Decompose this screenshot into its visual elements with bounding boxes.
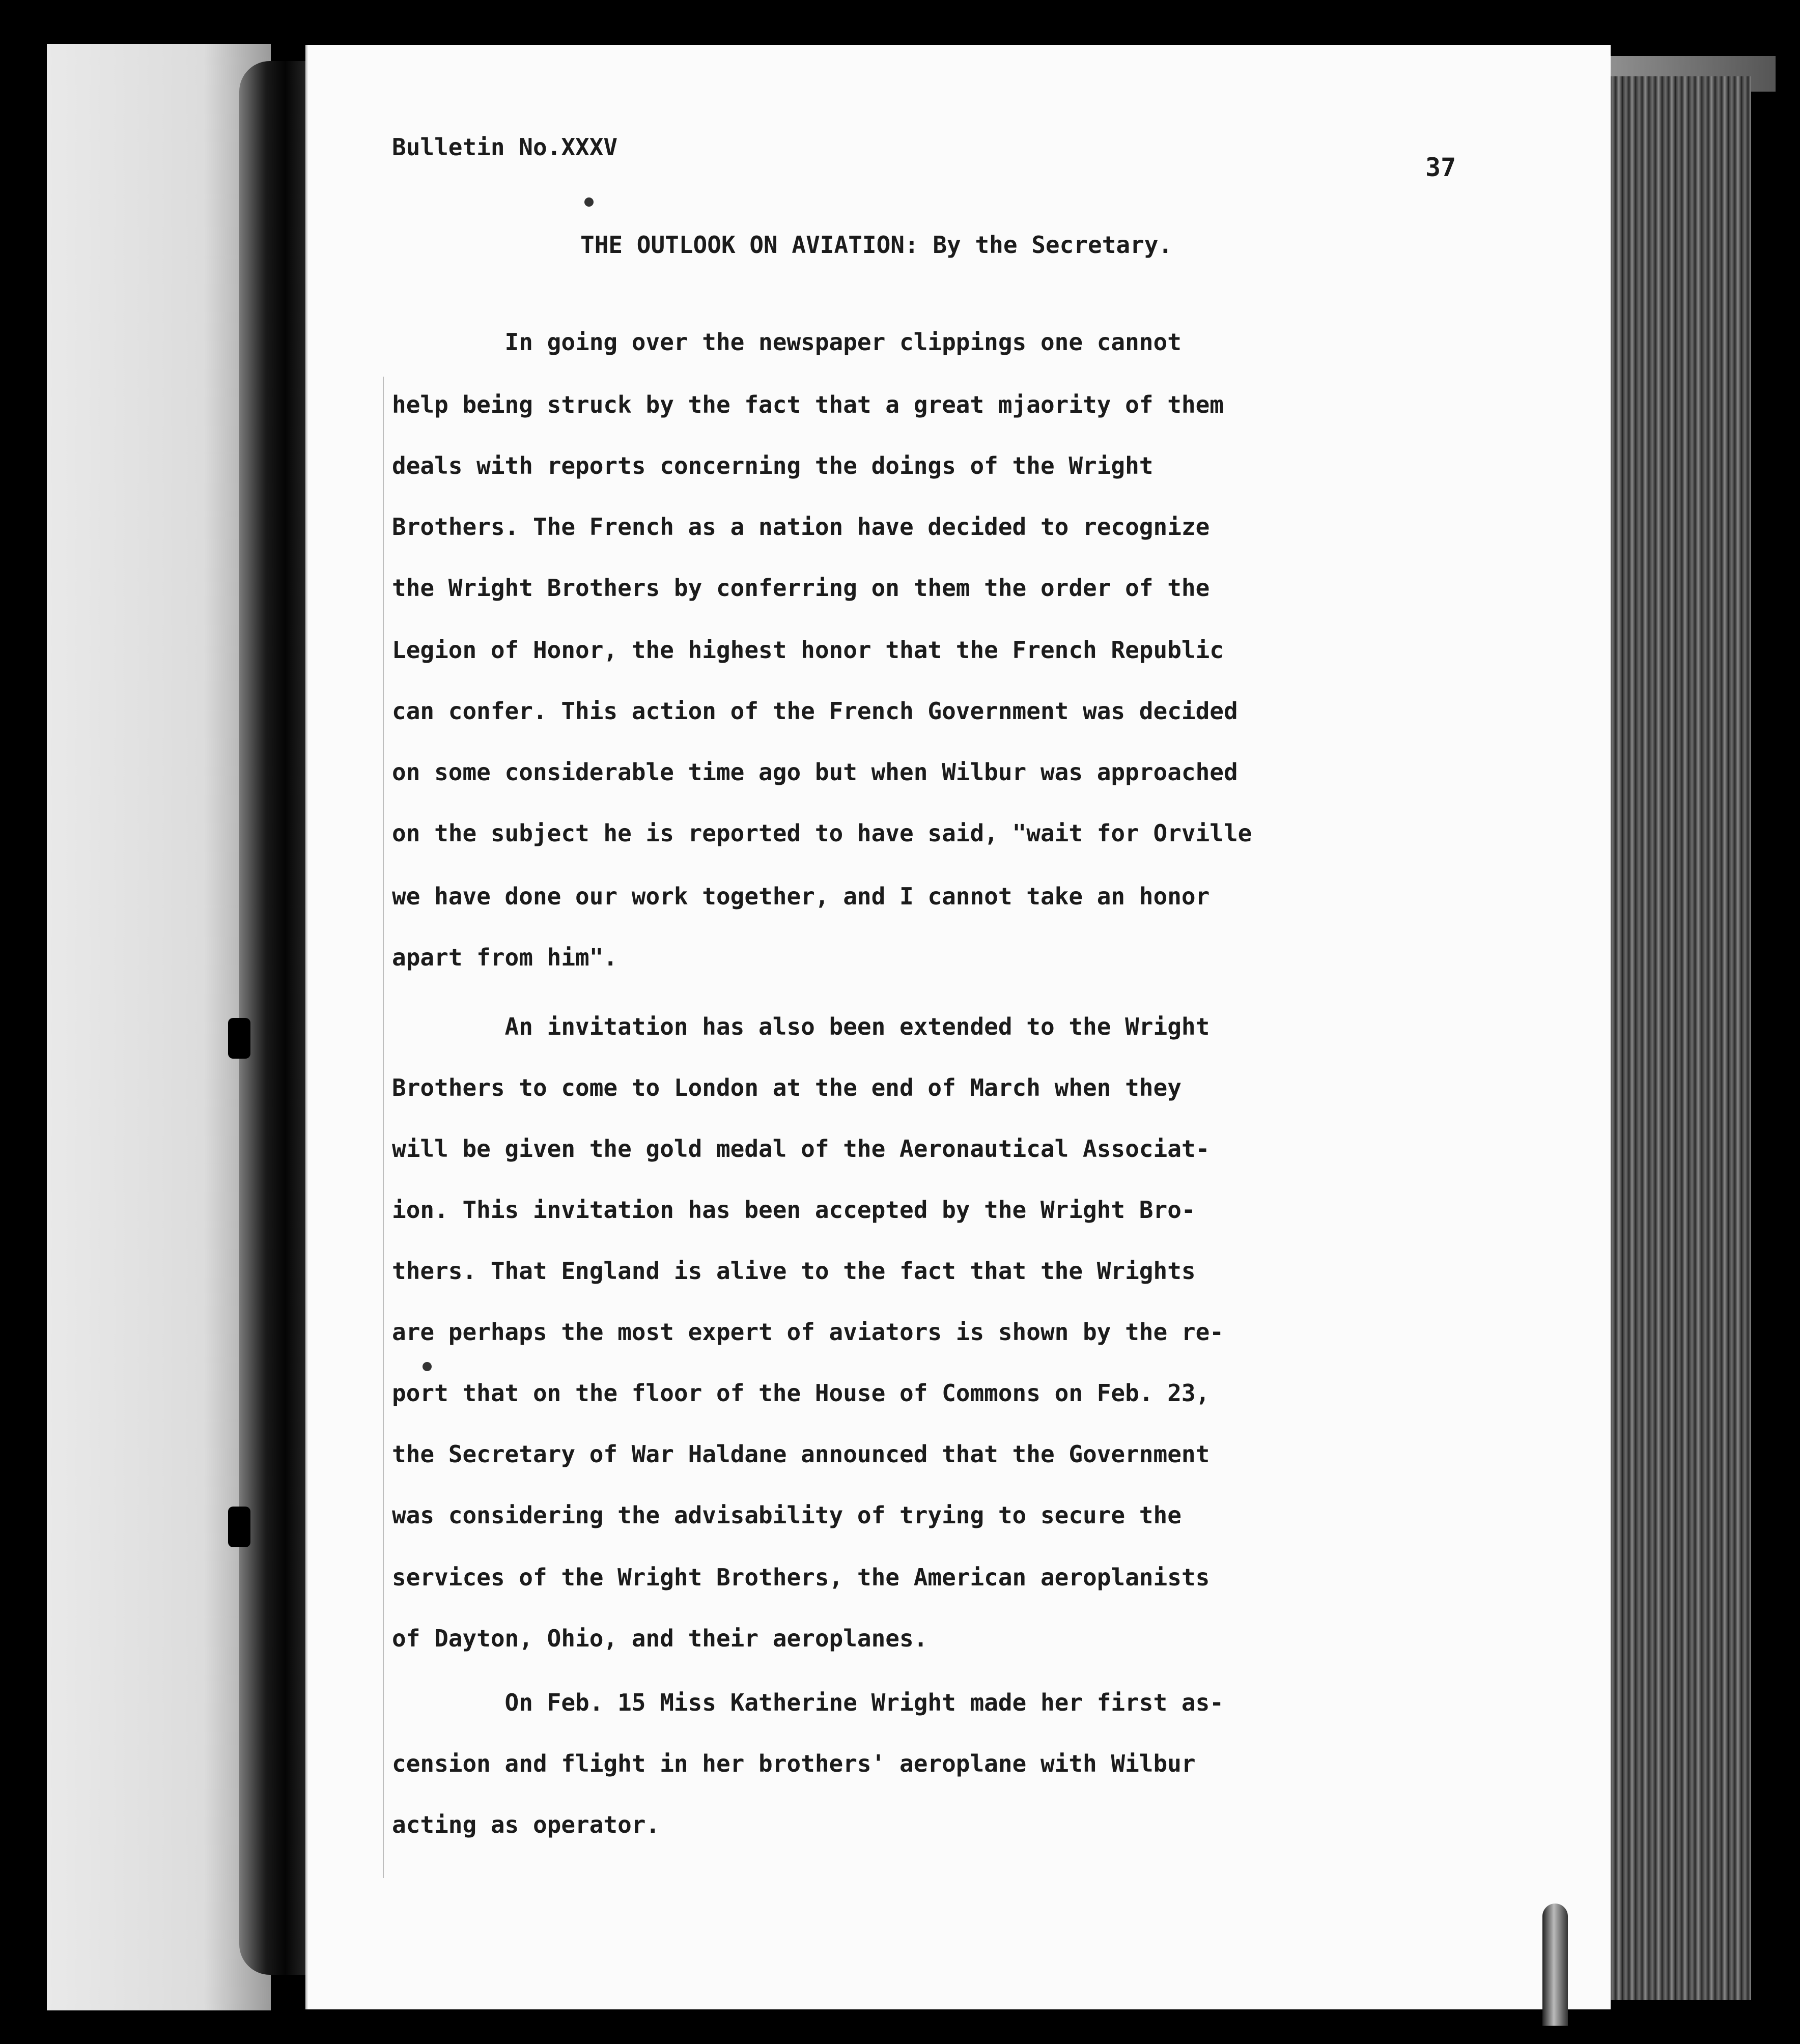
book-gutter bbox=[239, 61, 316, 1975]
body-line: Brothers. The French as a nation have decided to recognize bbox=[392, 513, 1210, 541]
article-title: THE OUTLOOK ON AVIATION: By the Secretary. bbox=[580, 231, 1173, 259]
body-line: deals with reports concerning the doings of the Wright bbox=[392, 452, 1154, 479]
body-line: thers. That England is alive to the fact that the Wrights bbox=[392, 1257, 1196, 1285]
body-line: ion. This invitation has been accepted by the Wright Bro- bbox=[392, 1196, 1196, 1224]
body-line: help being struck by the fact that a great mjaority of them bbox=[392, 391, 1224, 418]
binding-clip bbox=[228, 1507, 250, 1547]
body-line: we have done our work together, and I cannot take an honor bbox=[392, 883, 1210, 910]
body-line: On Feb. 15 Miss Katherine Wright made her first as- bbox=[392, 1689, 1224, 1716]
ink-dot bbox=[423, 1362, 432, 1371]
body-line: on the subject he is reported to have said, "wait for Orville bbox=[392, 819, 1252, 847]
body-line: cension and flight in her brothers' aeroplane with Wilbur bbox=[392, 1750, 1196, 1777]
body-line: on some considerable time ago but when Wilbur was approached bbox=[392, 758, 1238, 786]
body-line: will be given the gold medal of the Aeronautical Associat- bbox=[392, 1135, 1210, 1162]
body-line: was considering the advisability of trying to secure the bbox=[392, 1501, 1182, 1529]
body-line: are perhaps the most expert of aviators is shown by the re- bbox=[392, 1318, 1224, 1346]
body-line: Brothers to come to London at the end of March when they bbox=[392, 1074, 1182, 1101]
body-line: the Secretary of War Haldane announced that the Government bbox=[392, 1440, 1210, 1468]
body-line: Legion of Honor, the highest honor that the French Republic bbox=[392, 636, 1224, 664]
left-margin-line bbox=[383, 377, 384, 1878]
ink-dot bbox=[584, 197, 594, 207]
pen-tip bbox=[1542, 1904, 1568, 2026]
body-line: apart from him". bbox=[392, 944, 618, 971]
body-line: In going over the newspaper clippings one cannot bbox=[392, 328, 1182, 356]
binding-clip bbox=[228, 1018, 250, 1059]
body-line: the Wright Brothers by conferring on them the order of the bbox=[392, 574, 1210, 602]
body-line: services of the Wright Brothers, the American aeroplanists bbox=[392, 1564, 1210, 1591]
body-line: of Dayton, Ohio, and their aeroplanes. bbox=[392, 1625, 928, 1652]
page-number: 37 bbox=[1425, 153, 1456, 182]
body-line: can confer. This action of the French Government was decided bbox=[392, 697, 1238, 725]
body-line: An invitation has also been extended to the Wright bbox=[392, 1013, 1210, 1040]
body-line: acting as operator. bbox=[392, 1811, 660, 1838]
body-line: port that on the floor of the House of Commons on Feb. 23, bbox=[392, 1379, 1210, 1407]
bulletin-number: Bulletin No.XXXV bbox=[392, 133, 618, 161]
